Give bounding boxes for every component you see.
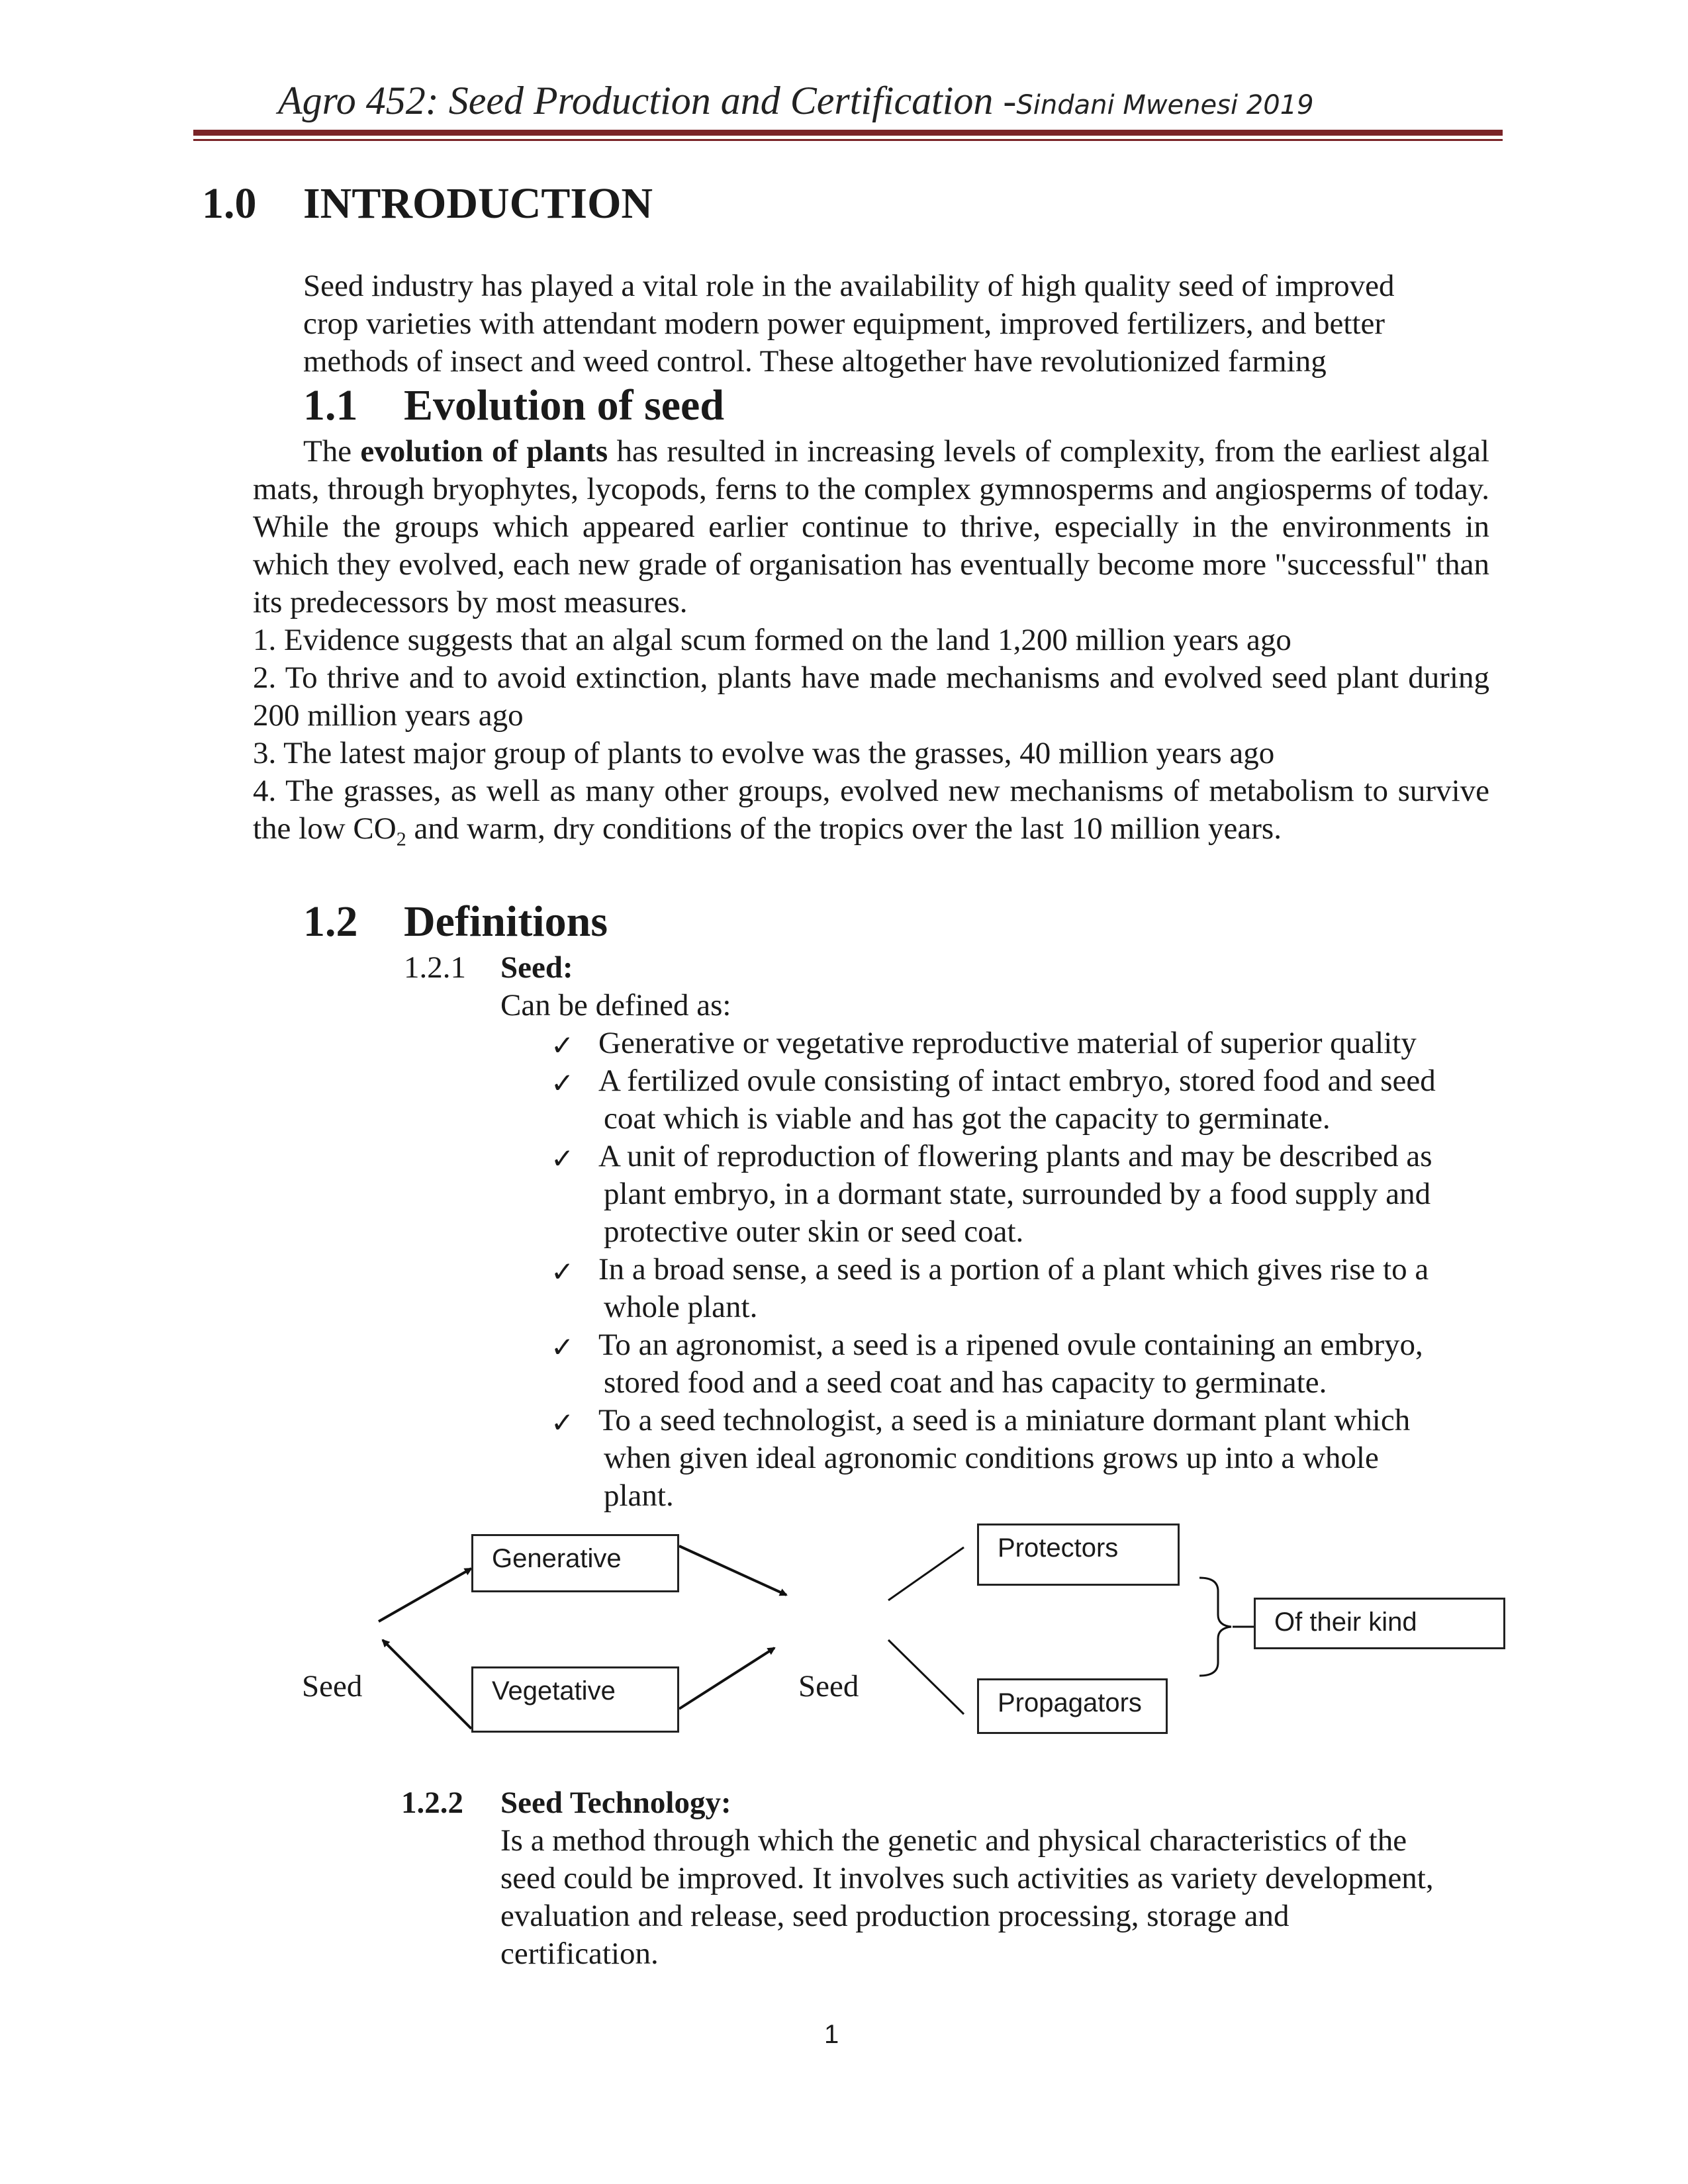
seed-bullet-4-line-1: In a broad sense, a seed is a portion of a plant which gives rise to a xyxy=(598,1252,1429,1287)
seed-bullet-4-line-2: whole plant. xyxy=(604,1290,758,1324)
subsection-number-technology: 1.2.2 xyxy=(401,1786,463,1820)
arrow-vegetative-to-seed xyxy=(383,1640,471,1729)
checkmark-icon: ✓ xyxy=(551,1029,575,1062)
seed-bullet-2-line-1: A fertilized ovule consisting of intact embryo, stored food and seed xyxy=(598,1064,1436,1098)
intro-line-1: Seed industry has played a vital role in the availability of high quality seed of improved xyxy=(303,269,1395,303)
subsection-title-seed: Seed: xyxy=(500,950,573,985)
technology-line-2: seed could be improved. It involves such activities as variety development, xyxy=(500,1861,1434,1895)
diagram-box-propagators: Propagators xyxy=(977,1678,1168,1734)
section-heading-evolution: Evolution of seed xyxy=(404,381,725,430)
line-seed-to-protectors xyxy=(888,1547,964,1600)
evolution-item-1: 1. Evidence suggests that an algal scum formed on the land 1,200 million years ago xyxy=(253,623,1291,657)
seed-bullet-2-line-2: coat which is viable and has got the capacity to germinate. xyxy=(604,1101,1331,1136)
checkmark-icon: ✓ xyxy=(551,1255,575,1288)
checkmark-icon: ✓ xyxy=(551,1142,575,1175)
diagram-seed-left: Seed xyxy=(302,1669,363,1704)
evolution-text-bold: evolution of plants xyxy=(360,434,608,469)
intro-line-2: crop varieties with attendant modern power equipment, improved fertilizers, and better xyxy=(303,306,1385,341)
co2-subscript: 2 xyxy=(396,828,406,850)
arrow-seed-to-generative xyxy=(379,1569,471,1621)
seed-definition-intro: Can be defined as: xyxy=(500,988,731,1023)
evolution-item-2: 2. To thrive and to avoid extinction, plants have made mechanisms and evolved seed plant during 200 million years ago xyxy=(253,660,1489,733)
technology-line-1: Is a method through which the genetic and physical characteristics of the xyxy=(500,1823,1407,1858)
seed-bullet-1-line-1: Generative or vegetative reproductive material of superior quality xyxy=(598,1026,1417,1060)
evolution-text-pre: The xyxy=(303,434,361,469)
brace-icon xyxy=(1199,1578,1231,1676)
technology-line-3: evaluation and release, seed production processing, storage and xyxy=(500,1899,1289,1933)
section-heading-intro: INTRODUCTION xyxy=(303,179,653,228)
subsection-title-technology: Seed Technology: xyxy=(500,1786,731,1820)
arrow-generative-to-seed xyxy=(679,1546,786,1595)
seed-bullet-6-line-3: plant. xyxy=(604,1479,674,1513)
seed-bullet-3-line-1: A unit of reproduction of flowering plants and may be described as xyxy=(598,1139,1432,1173)
section-heading-definitions: Definitions xyxy=(404,897,608,946)
header-title: Agro 452: Seed Production and Certification - xyxy=(278,79,1017,122)
seed-bullet-6-line-1: To a seed technologist, a seed is a miniature dormant plant which xyxy=(598,1403,1411,1437)
section-number-definitions: 1.2 xyxy=(303,897,358,946)
checkmark-icon: ✓ xyxy=(551,1331,575,1363)
evolution-text-post: has resulted in increasing levels of complexity, from the earliest algal mats, through bryophytes, lycopods, ferns to the complex gymnosperms and angiosperms of today. While the groups which appeared earlier continue to thrive, especially in the environments in which they evolved, each new grade of organisation has eventually become more "successful" than its predecessors by most measures. xyxy=(253,434,1489,619)
checkmark-icon: ✓ xyxy=(551,1406,575,1439)
technology-line-4: certification. xyxy=(500,1936,659,1971)
diagram-seed-right: Seed xyxy=(798,1669,859,1704)
diagram-box-vegetative: Vegetative xyxy=(471,1666,679,1733)
seed-bullet-6-line-2: when given ideal agronomic conditions grows up into a whole xyxy=(604,1441,1379,1475)
evolution-item-4-a: 4. The grasses, as well as many other groups, evolved new mechanisms of metabolism to survive the low CO xyxy=(253,774,1489,846)
seed-bullet-5-line-1: To an agronomist, a seed is a ripened ovule containing an embryo, xyxy=(598,1328,1423,1362)
page-number: 1 xyxy=(824,2020,839,2049)
section-number-evolution: 1.1 xyxy=(303,381,358,430)
intro-line-3: methods of insect and weed control. These altogether have revolutionized farming xyxy=(303,344,1327,379)
section-number-intro: 1.0 xyxy=(202,179,257,228)
line-seed-to-propagators xyxy=(888,1640,964,1714)
header-author: Sindani Mwenesi 2019 xyxy=(1016,90,1314,120)
seed-bullet-3-line-3: protective outer skin or seed coat. xyxy=(604,1214,1024,1249)
seed-bullet-5-line-2: stored food and a seed coat and has capacity to germinate. xyxy=(604,1365,1327,1400)
diagram-box-protectors: Protectors xyxy=(977,1524,1180,1586)
diagram-box-generative: Generative xyxy=(471,1534,679,1592)
seed-bullet-3-line-2: plant embryo, in a dormant state, surrounded by a food supply and xyxy=(604,1177,1431,1211)
subsection-number-seed: 1.2.1 xyxy=(404,950,466,985)
evolution-item-4-b: and warm, dry conditions of the tropics over the last 10 million years. xyxy=(406,811,1282,846)
evolution-item-3: 3. The latest major group of plants to evolve was the grasses, 40 million years ago xyxy=(253,736,1275,770)
checkmark-icon: ✓ xyxy=(551,1067,575,1099)
diagram-box-of-their-kind: Of their kind xyxy=(1254,1598,1505,1649)
arrow-vegetative-to-seed-right xyxy=(679,1648,774,1709)
